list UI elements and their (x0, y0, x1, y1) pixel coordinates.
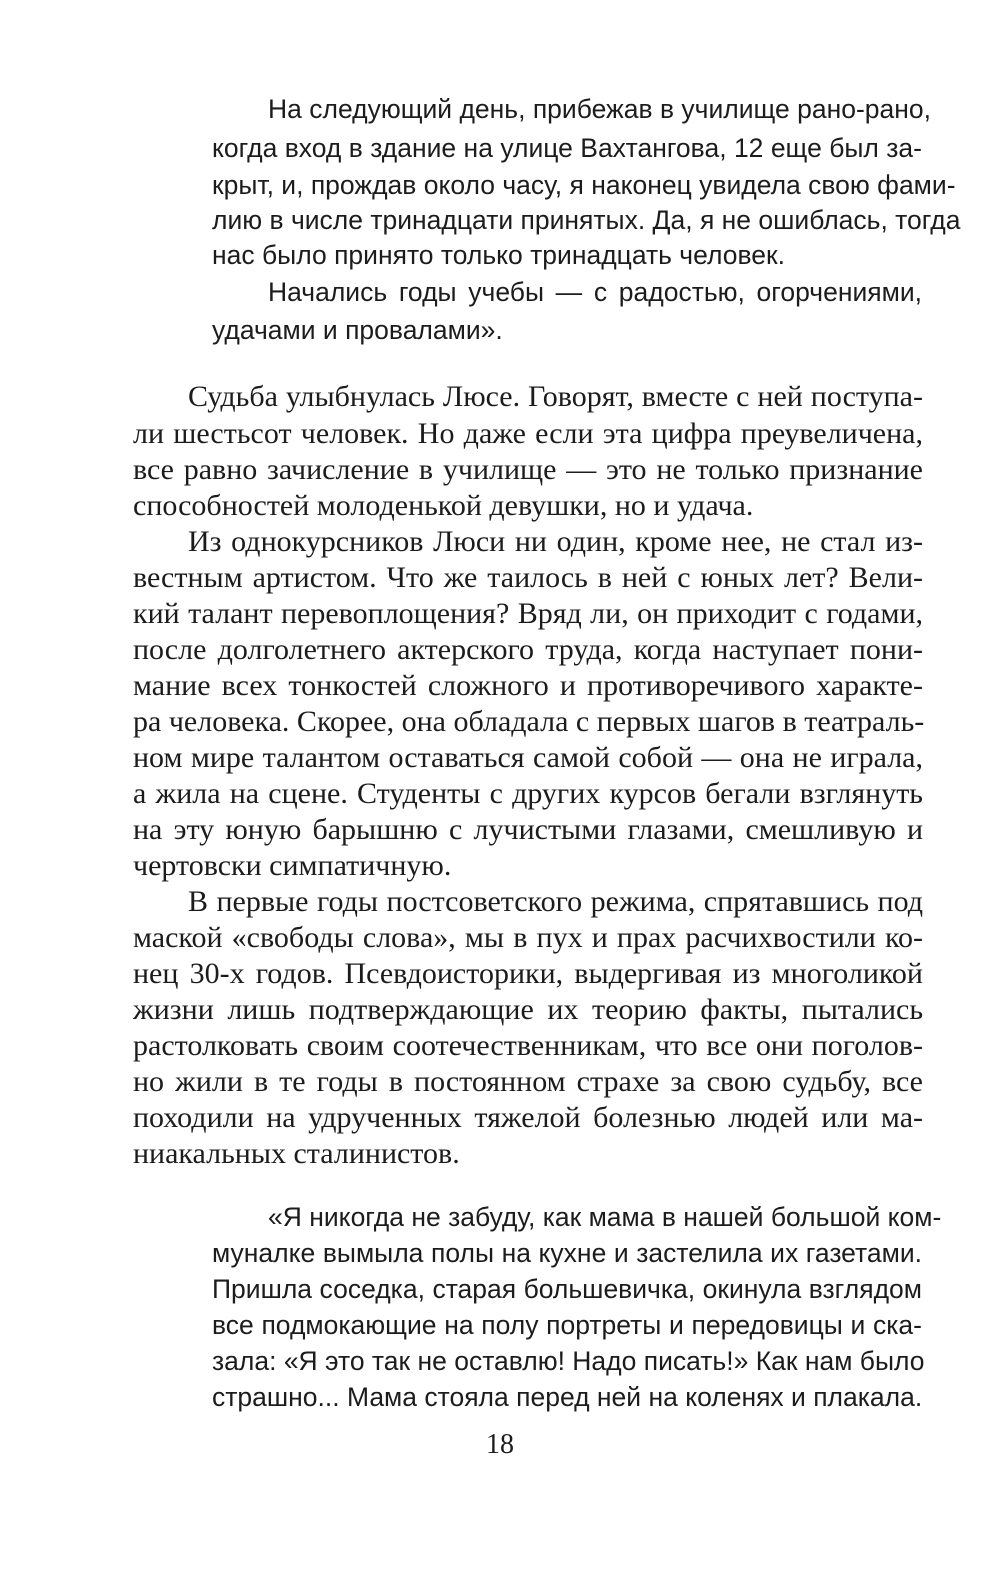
body-line-4: способностей молоденькой девушки, но и удача. (133, 489, 754, 522)
body-line-17: нец 30-х годов. Псевдоисторики, выдергивая из многоликой (133, 957, 923, 990)
quote-1-line-3: крыт, и, прождав около часу, я наконец увидела свою фами- (212, 170, 956, 200)
body-line-9: мание всех тонкостей сложного и противоречивого характе- (133, 669, 923, 702)
body-line-22: ниакальных сталинистов. (133, 1137, 460, 1170)
quote-1-line-1: На следующий день, прибежав в училище рано-рано, (268, 94, 932, 124)
body-line-15: В первые годы постсоветского режима, спрятавшись под (188, 885, 923, 918)
body-line-2: ли шестьсот человек. Но даже если эта цифра преувеличена, (133, 417, 923, 450)
body-line-12: а жила на сцене. Студенты с других курсов бегали взглянуть (133, 777, 923, 810)
body-line-3: все равно зачисление в училище — это не только признание (133, 453, 923, 486)
body-line-14: чертовски симпатичную. (133, 849, 452, 882)
quote-1-line-4: лию в числе тринадцати принятых. Да, я не ошиблась, тогда (212, 205, 961, 235)
body-line-19: растолковать своим соотечественникам, что все они поголов- (133, 1029, 923, 1062)
body-line-5: Из однокурсников Люси ни один, кроме нее, не стал из- (188, 525, 923, 558)
quote-2-line-5: зала: «Я это так не оставлю! Надо писать!» Как нам было (212, 1346, 925, 1376)
body-line-21: походили на удрученных тяжелой болезнью людей или ма- (133, 1101, 923, 1134)
body-line-13: на эту юную барышню с лучистыми глазами, смешливую и (133, 813, 923, 846)
quote-1-line-5: нас было принято только тринадцать человек. (212, 240, 785, 270)
quote-1-line-6: Начались годы учебы — с радостью, огорчениями, (268, 277, 922, 307)
quote-2-line-4: все подмокающие на полу портреты и передовицы и ска- (212, 1310, 922, 1340)
body-line-20: но жили в те годы в постоянном страхе за свою судьбу, все (133, 1065, 923, 1098)
body-line-16: маской «свободы слова», мы в пух и прах расчихвостили ко- (133, 921, 923, 954)
quote-2-line-6: страшно... Мама стояла перед ней на коленях и плакала. (212, 1382, 923, 1412)
body-line-8: после долголетнего актерского труда, когда наступает пони- (133, 633, 923, 666)
body-line-10: ра человека. Скорее, она обладала с первых шагов в театраль- (133, 705, 925, 738)
page-number: 18 (486, 1429, 514, 1460)
quote-2-line-1: «Я никогда не забуду, как мама в нашей большой ком- (268, 1202, 942, 1232)
body-line-7: кий талант перевоплощения? Вряд ли, он приходит с годами, (133, 597, 923, 630)
quote-2-line-2: муналке вымыла полы на кухне и застелила их газетами. (212, 1238, 922, 1268)
quote-1-line-7: удачами и провалами». (212, 315, 503, 345)
quote-2-line-3: Пришла соседка, старая большевичка, окинула взглядом (212, 1274, 922, 1304)
quote-1-line-2: когда вход в здание на улице Вахтангова, 12 еще был за- (212, 133, 922, 163)
body-line-11: ном мире талантом оставаться самой собой — она не играла, (133, 741, 923, 774)
body-line-1: Судьба улыбнулась Люсе. Говорят, вместе с ней поступа- (188, 380, 923, 413)
body-line-18: жизни лишь подтверждающие их теорию факты, пытались (133, 993, 923, 1026)
body-line-6: вестным артистом. Что же таилось в ней с юных лет? Вели- (133, 561, 923, 594)
